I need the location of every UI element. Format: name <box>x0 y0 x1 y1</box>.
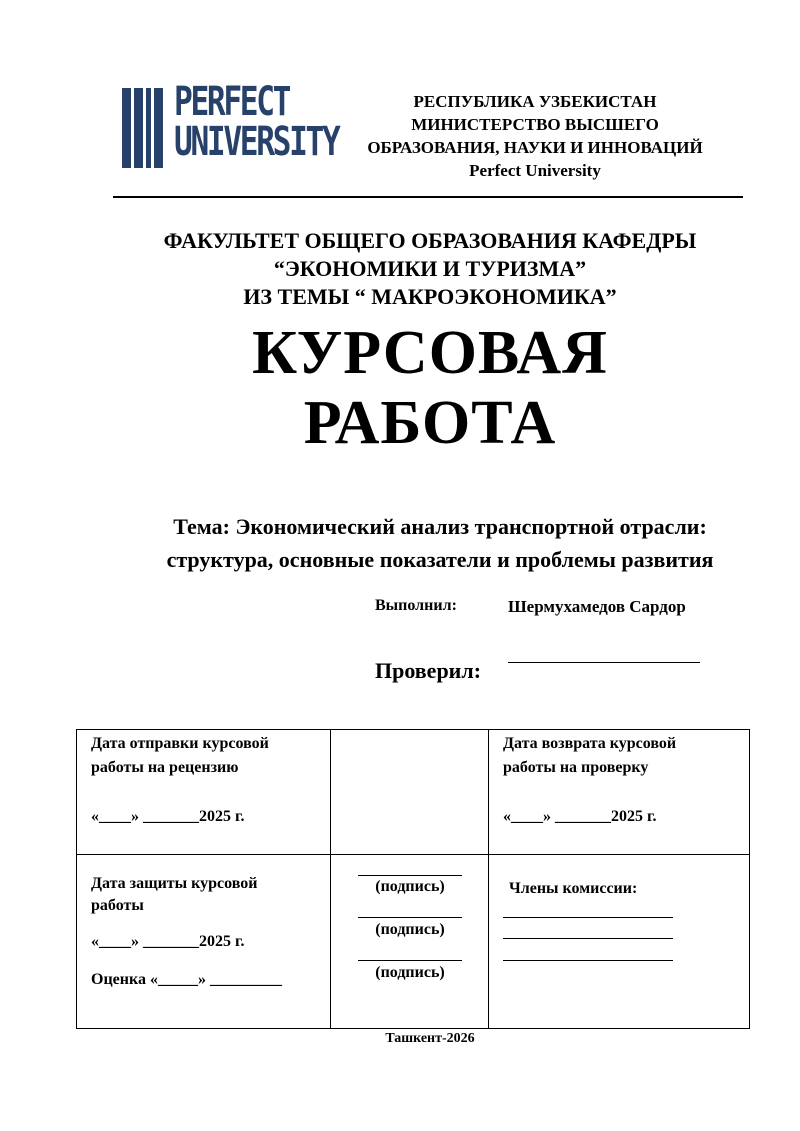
table-divider <box>488 729 489 1029</box>
author-name: Шермухамедов Сардор <box>508 597 686 616</box>
signature-caption: (подпись) <box>375 921 445 938</box>
document-title <box>40 318 800 458</box>
theme-line: Тема: Экономический анализ транспортной отрасли: <box>173 514 707 539</box>
signature-caption: (подпись) <box>375 964 445 981</box>
author-label: Выполнил: <box>375 597 457 614</box>
signature-line <box>358 917 462 918</box>
return-date-label-2: работы на проверку <box>503 759 649 776</box>
faculty-line: ФАКУЛЬТЕТ ОБЩЕГО ОБРАЗОВАНИЯ КАФЕДРЫ <box>163 228 697 253</box>
checker-label: Проверил: <box>375 658 482 683</box>
send-date-value: «____» _______2025 г. <box>91 808 245 825</box>
commission-members-label: Члены комиссии: <box>509 880 638 897</box>
signature-line <box>358 960 462 961</box>
defense-date-label-1: Дата защиты курсовой <box>91 875 258 892</box>
city-year: Ташкент-2026 <box>385 1031 475 1046</box>
theme-heading <box>100 510 780 576</box>
defense-date-label-2: работы <box>91 897 144 914</box>
title-line: РАБОТА <box>303 389 557 457</box>
member-line <box>503 938 673 939</box>
signature-line <box>358 875 462 876</box>
logo-mark-icon <box>122 88 166 168</box>
send-date-label-1: Дата отправки курсовой <box>91 735 269 752</box>
faculty-line: “ЭКОНОМИКИ И ТУРИЗМА” <box>273 256 587 281</box>
header-line: РЕСПУБЛИКА УЗБЕКИСТАН <box>413 92 657 111</box>
return-date-label-1: Дата возврата курсовой <box>503 735 677 752</box>
faculty-line: ИЗ ТЕМЫ “ МАКРОЭКОНОМИКА” <box>243 284 617 309</box>
signature-caption: (подпись) <box>375 878 445 895</box>
ministry-header <box>340 90 730 182</box>
checker-signature-line <box>508 662 700 663</box>
faculty-heading <box>60 227 800 311</box>
defense-date-value: «____» _______2025 г. <box>91 933 245 950</box>
theme-line: структура, основные показатели и проблемы развития <box>166 547 714 572</box>
send-date-label-2: работы на рецензию <box>91 759 239 776</box>
university-logo <box>122 79 339 170</box>
table-divider <box>330 729 331 1029</box>
header-line: ОБРАЗОВАНИЯ, НАУКИ И ИННОВАЦИЙ <box>367 138 703 157</box>
grade-field: Оценка «_____» _________ <box>91 971 282 988</box>
table-divider <box>76 854 750 855</box>
header-line: МИНИСТЕРСТВО ВЫСШЕГО <box>411 115 659 134</box>
logo-wordmark: PERFECT UNIVERSITY <box>174 79 339 165</box>
header-divider <box>113 196 743 198</box>
member-line <box>503 960 673 961</box>
member-line <box>503 917 673 918</box>
return-date-value: «____» _______2025 г. <box>503 808 657 825</box>
header-line: Perfect University <box>469 161 601 180</box>
title-line: КУРСОВАЯ <box>252 319 608 387</box>
